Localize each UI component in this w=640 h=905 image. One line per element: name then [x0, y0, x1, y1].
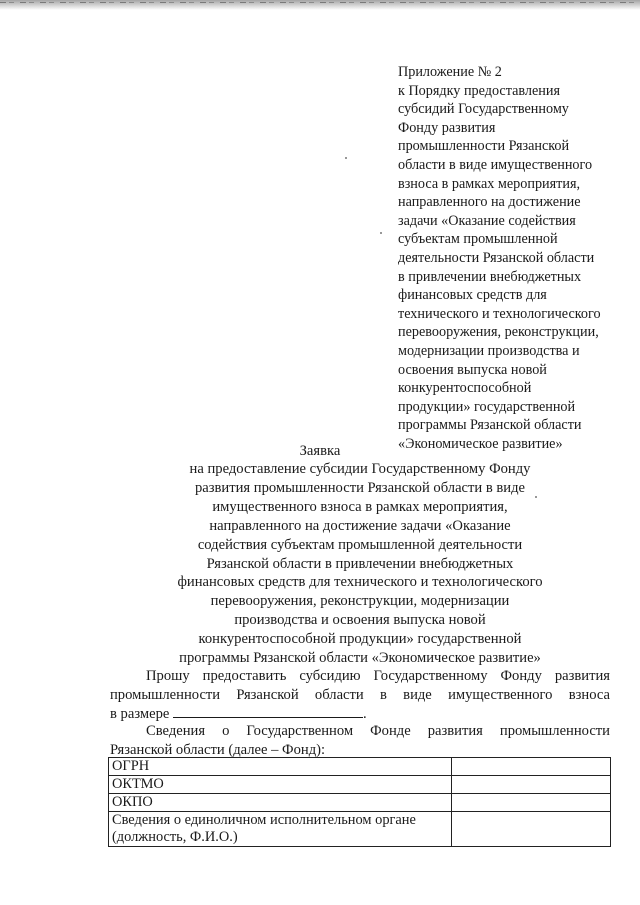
table-row: [109, 812, 611, 847]
scan-speck: [345, 157, 347, 159]
application-subtitle-line: производства и освоения выпуска новой: [234, 612, 486, 629]
fund-details-table: [108, 757, 611, 847]
request-paragraph: [110, 667, 610, 724]
table-cell-value[interactable]: [452, 794, 611, 812]
appendix-line: субъектам промышленной: [398, 231, 558, 248]
fund-info-line: Сведения о Государственном Фонде развития промышленности: [146, 723, 610, 739]
table-cell-label: ОКТМО: [109, 776, 452, 794]
application-title: Заявка: [299, 443, 341, 459]
scan-top-edge: [0, 0, 640, 10]
application-subtitle: [110, 460, 610, 668]
appendix-line: Приложение № 2: [398, 64, 502, 80]
appendix-line: перевооружения, реконструкции,: [398, 324, 599, 341]
appendix-line: Фонду развития: [398, 119, 496, 136]
fund-info-paragraph: [110, 722, 610, 760]
appendix-line: в привлечении внебюджетных: [398, 268, 582, 285]
table-row: [109, 776, 611, 794]
application-subtitle-line: развития промышленности Рязанской области в виде: [194, 479, 526, 496]
table-cell-label: ОКПО: [109, 794, 452, 812]
appendix-note: [398, 63, 620, 453]
application-subtitle-line: направленного на достижение задачи «Оказание: [209, 517, 511, 534]
application-subtitle-line: программы Рязанской области «Экономическое развитие»: [179, 650, 541, 667]
table-row: [109, 758, 611, 776]
appendix-line: модернизации производства и: [398, 342, 580, 359]
application-subtitle-line: финансовых средств для технического и технологического: [177, 574, 543, 591]
appendix-line: продукции» государственной: [398, 398, 576, 415]
appendix-line: задачи «Оказание содействия: [398, 212, 576, 229]
application-subtitle-line: имущественного взноса в рамках мероприятия,: [212, 498, 508, 515]
amount-blank-field[interactable]: [173, 705, 363, 718]
application-subtitle-line: перевооружения, реконструкции, модернизации: [210, 593, 510, 610]
fund-info-line: Рязанской области (далее – Фонд):: [110, 742, 326, 758]
table-cell-label: Сведения о единоличном исполнительном органе (должность, Ф.И.О.): [109, 812, 452, 847]
appendix-line: «Экономическое развитие»: [398, 435, 563, 452]
appendix-line: программы Рязанской области: [398, 417, 582, 434]
application-subtitle-line: Рязанской области в привлечении внебюджетных: [206, 555, 514, 572]
appendix-line: конкурентоспособной: [398, 380, 532, 397]
request-line: Прошу предоставить субсидию Государственному Фонду развития: [146, 668, 610, 684]
request-amount-suffix: .: [363, 706, 367, 722]
appendix-line: технического и технологического: [398, 305, 601, 322]
table-cell-value[interactable]: [452, 776, 611, 794]
table-cell-value[interactable]: [452, 758, 611, 776]
appendix-line: промышленности Рязанской: [398, 138, 570, 155]
appendix-line: взноса в рамках мероприятия,: [398, 175, 581, 192]
scan-speck: [380, 232, 382, 234]
appendix-line: направленного на достижение: [398, 194, 581, 211]
appendix-line: области в виде имущественного: [398, 156, 593, 173]
appendix-line: к Порядку предоставления: [398, 82, 560, 99]
application-subtitle-line: конкурентоспособной продукции» государственной: [198, 631, 522, 648]
appendix-line: финансовых средств для: [398, 287, 547, 304]
request-amount-prefix: в размере: [110, 706, 170, 722]
request-line: промышленности Рязанской области в виде имущественного взноса: [110, 687, 610, 703]
table-row: [109, 794, 611, 812]
appendix-line: деятельности Рязанской области: [398, 249, 595, 266]
table-cell-value[interactable]: [452, 812, 611, 847]
appendix-line: освоения выпуска новой: [398, 361, 547, 378]
application-subtitle-line: на предоставление субсидии Государственному Фонду: [189, 461, 531, 477]
application-subtitle-line: содействия субъектам промышленной деятельности: [197, 536, 523, 553]
appendix-line: субсидий Государственному: [398, 101, 569, 118]
table-cell-label: ОГРН: [109, 758, 452, 776]
